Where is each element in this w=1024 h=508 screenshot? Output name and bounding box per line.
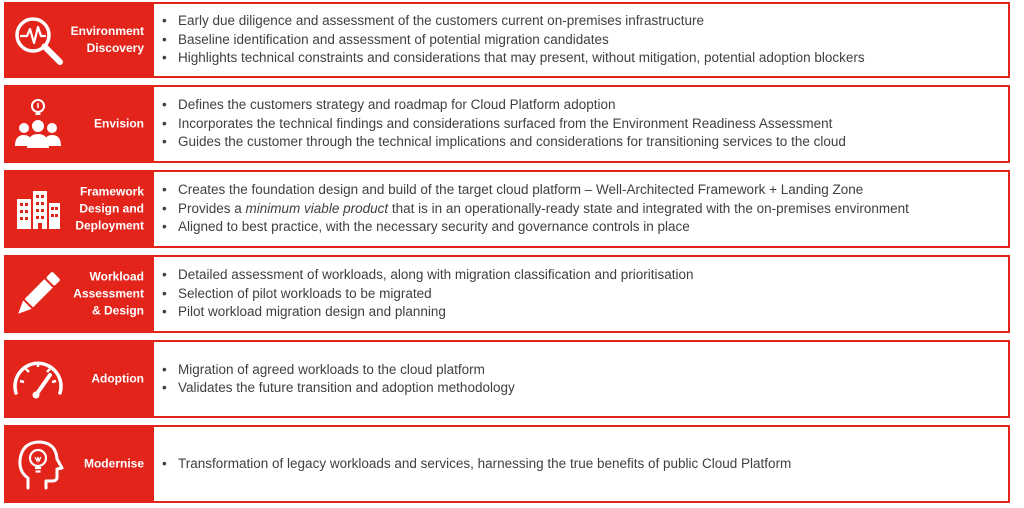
buildings-icon	[10, 181, 66, 237]
bullet-item: • Transformation of legacy workloads and services, harnessing the true benefits of public Cloud Platform	[162, 455, 1008, 474]
pencil-icon	[10, 266, 66, 322]
phase-description	[154, 170, 1010, 248]
bullet-item: • Highlights technical constraints and considerations that may present, without mitigation, potential adoption blockers	[162, 49, 1008, 68]
phase-label	[4, 255, 154, 333]
phase-description	[154, 85, 1010, 163]
phase-row-envision	[4, 85, 1010, 163]
phase-title	[91, 371, 144, 388]
phase-row-environment-discovery	[4, 2, 1010, 78]
bullet-item: • Aligned to best practice, with the necessary security and governance controls in place	[162, 218, 1008, 237]
phase-title	[71, 23, 144, 57]
phase-title	[94, 116, 144, 133]
phase-description	[154, 425, 1010, 503]
phase-title-line: Envision	[93, 116, 144, 131]
phase-description	[154, 340, 1010, 418]
head-lightbulb-icon	[10, 436, 66, 492]
phase-title-line: Workload	[89, 269, 144, 284]
phase-title-line: & Design	[91, 303, 144, 318]
phase-row-modernise	[4, 425, 1010, 503]
bullet-item: • Migration of agreed workloads to the cloud platform	[162, 361, 1008, 380]
phase-title-line: Modernise	[83, 456, 144, 471]
bullet-item: • Early due diligence and assessment of the customers current on-premises infrastructure	[162, 12, 1008, 31]
phase-title-line: Discovery	[86, 41, 144, 55]
bullet-item: • Validates the future transition and adoption methodology	[162, 379, 1008, 398]
bullet-item: • Baseline identification and assessment of potential migration candidates	[162, 31, 1008, 50]
phase-title-line: Environment	[70, 24, 144, 38]
phase-title-line: Deployment	[75, 218, 144, 233]
phase-description	[154, 255, 1010, 333]
phase-label	[4, 2, 154, 78]
speedometer-icon	[10, 351, 66, 407]
bullet-item: • Detailed assessment of workloads, along with migration classification and prioritisation	[162, 266, 1008, 285]
phase-description	[154, 2, 1010, 78]
team-lightbulb-icon	[10, 96, 66, 152]
bullet-item: • Creates the foundation design and build of the target cloud platform – Well-Architected Framework + Landing Zone	[162, 181, 1008, 200]
phase-title-line: Adoption	[91, 371, 144, 386]
phase-title-line: Design and	[79, 201, 144, 216]
bullet-item: • Selection of pilot workloads to be migrated	[162, 285, 1008, 304]
phase-row-workload-assessment	[4, 255, 1010, 333]
bullet-item: • Incorporates the technical findings and considerations surfaced from the Environment Readiness Assessment	[162, 115, 1008, 134]
phase-title	[73, 269, 144, 320]
phase-row-framework-design	[4, 170, 1010, 248]
search-pulse-icon	[10, 12, 66, 68]
phase-title-line: Assessment	[73, 286, 144, 301]
phase-row-adoption	[4, 340, 1010, 418]
bullet-item: • Provides a minimum viable product that is in an operationally-ready state and integrated with the on-premises environment	[162, 200, 1008, 219]
phase-title	[75, 184, 144, 235]
phase-label	[4, 340, 154, 418]
phase-label	[4, 425, 154, 503]
bullet-item: • Guides the customer through the technical implications and considerations for transitioning services to the cloud	[162, 133, 1008, 152]
phase-title-line: Framework	[79, 184, 144, 199]
phase-label	[4, 85, 154, 163]
phase-label	[4, 170, 154, 248]
bullet-item: • Defines the customers strategy and roadmap for Cloud Platform adoption	[162, 96, 1008, 115]
phase-title	[84, 456, 144, 473]
bullet-item: • Pilot workload migration design and planning	[162, 303, 1008, 322]
